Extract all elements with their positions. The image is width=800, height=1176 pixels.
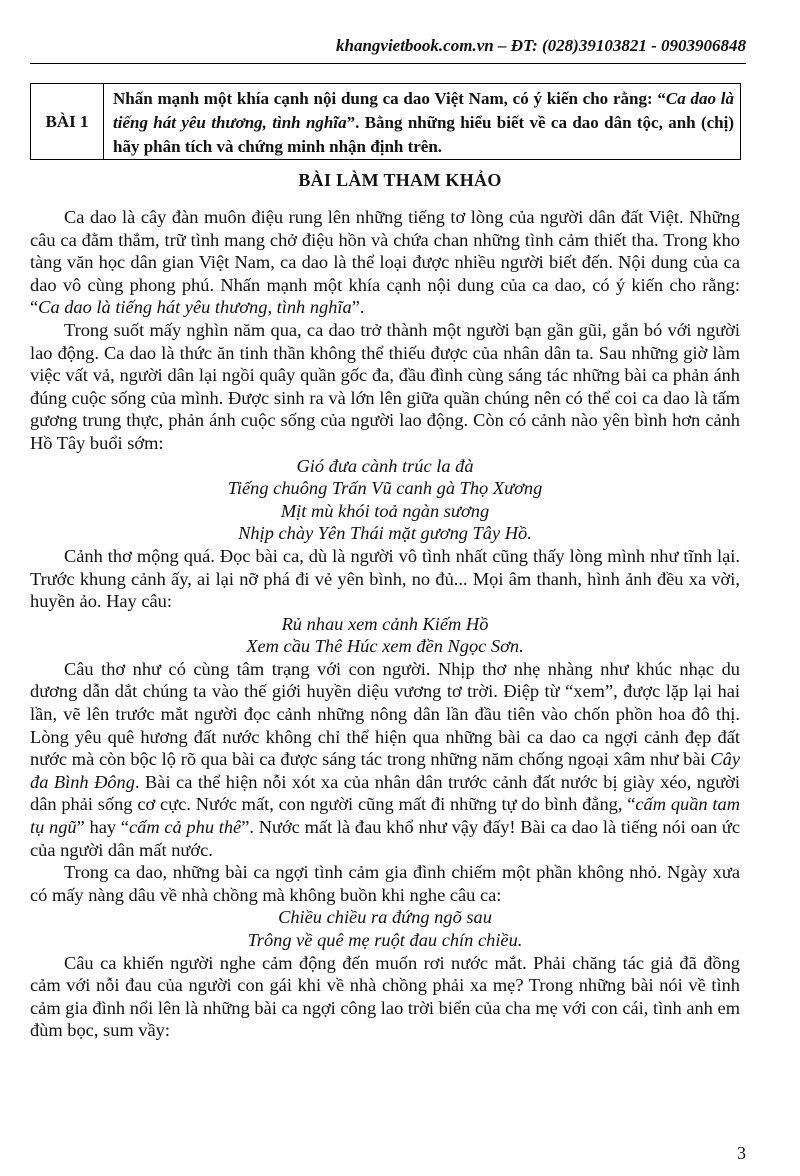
task-text-part1: Nhấn mạnh một khía cạnh nội dung ca dao Việt Nam, có ý kiến cho rằng: “ [113,89,666,108]
paragraph-4 [30,658,740,861]
verse-line: Nhịp chày Yên Thái mặt gương Tây Hồ. [238,523,532,544]
poem-title: Cây đa Bình Đông [30,749,740,792]
page-header: khangvietbook.com.vn – ĐT: (028)39103821 - 0903906848 [335,36,746,55]
essay-body [30,206,740,1042]
verse-line: Gió đưa cành trúc la đà [296,455,474,476]
task-box [30,83,741,160]
verse-line: Xem cầu Thê Húc xem đền Ngọc Sơn. [246,636,524,657]
task-text-part2: ”. Bằng những hiểu biết về ca dao dân tộc, anh (chị) hãy phân tích và chứng minh nhận định trên. [113,113,734,156]
verse-line: Trông về quê mẹ ruột đau chín chiều. [247,930,523,950]
task-label: BÀI 1 [31,84,104,159]
section-title: BÀI LÀM THAM KHẢO [298,170,502,190]
paragraph-4-text-d: ”. Nước mất là đau khổ như vậy đấy! Bài ca dao là tiếng nói oan ức của người dân mất nước. [30,817,741,860]
paragraph-6: Câu ca khiến người nghe cảm động đến muốn rơi nước mắt. Phải chăng tác giả đã đồng cảm với nỗi đau của người con gái khi về nhà chồng phải xa mẹ? Trong những bài nói về tình cảm gia đình nổi lên là những bài ca ngợi công lao trời biển của cha mẹ với con cái, tình anh em đùm bọc, sum vầy: [30,952,740,1041]
header-divider [30,63,746,64]
paragraph-1-text: Ca dao là cây đàn muôn điệu rung lên những tiếng tơ lòng của người dân đất Việt. Những câu ca đằm thắm, trữ tình mang chở điệu hồn và chứa chan những tình cảm thiết tha. Trong kho tàng văn học dân gian Việt Nam, ca dao là thể loại được nhiều người biết đến. Nội dung của ca dao vô cùng phong phú. Nhấn mạnh một khía cạnh nội dung của ca dao, có ý kiến cho rằng: “ [30,207,740,318]
paragraph-3: Cảnh thơ mộng quá. Đọc bài ca, dù là người vô tình nhất cũng thấy lòng mình như tĩnh lại. Trước khung cảnh ấy, ai lại nỡ phá đi vẻ yên bình, no đủ... Mọi âm thanh, hình ảnh đều xa vời, huyền ảo. Hay câu: [30,545,740,612]
paragraph-4-text-b: . Bài ca thể hiện nỗi xót xa của nhân dân trước cảnh đất nước bị giày xéo, người dân phải sống cơ cực. Nước mất, con người cũng mất đi những tự do bình đẳng, “ [30,771,740,815]
task-prompt [104,84,740,159]
paragraph-4-text-c: ” hay “ [76,817,129,838]
paragraph-5: Trong ca dao, những bài ca ngợi tình cảm gia đình chiếm một phần không nhỏ. Ngày xưa có mấy nàng dâu về nhà chồng mà không buồn khi nghe câu ca: [30,862,740,905]
paragraph-4-text-a: Câu thơ như có cùng tâm trạng với con người. Nhịp thơ nhẹ nhàng như khúc nhạc du dương dẫn dắt chúng ta vào thế giới huyền diệu vương tơ trời. Điệp từ “xem”, được lặp lại hai lần, vẽ lên trước mắt người đọc cảnh những nông dân lần đầu tiên vào chốn phồn hoa đô thị. Lòng yêu quê hương đất nước không chỉ thể hiện qua những bài ca dao ca ngợi cảnh đẹp đất nước mà còn bộc lộ rõ qua bài ca được sáng tác trong những năm chống ngoại xâm như bài [30,658,740,770]
page-number: 3 [737,1143,746,1163]
paragraph-1 [30,206,740,319]
paragraph-1-quote: Ca dao là tiếng hát yêu thương, tình nghĩa [38,297,352,318]
verse-line: Rủ nhau xem cảnh Kiếm Hồ [281,613,489,634]
verse-line: Mịt mù khói toả ngàn sương [280,500,490,521]
paragraph-2: Trong suốt mấy nghìn năm qua, ca dao trở thành một người bạn gần gũi, gắn bó với người lao động. Ca dao là thức ăn tinh thần không thể thiếu được của nhân dân ta. Sau những giờ làm việc vất vả, người dân lại ngồi quây quần gốc đa, đầu đình cùng sáng tác những bài ca phản ánh đúng cuộc sống của mình. Được sinh ra và lớn lên giữa quần chúng nên có thể coi ca dao là tấm gương trung thực, phản ánh cuộc sống của người lao động. Còn có cảnh nào yên bình hơn cảnh Hồ Tây buổi sớm: [30,319,740,453]
paragraph-1-end: ”. [351,297,365,318]
paragraph-4-quote-1: cấm quần tam tụ ngũ [30,794,740,838]
paragraph-4-quote-2: cấm cả phu thê [128,817,242,838]
verse-line: Tiếng chuông Trấn Vũ canh gà Thọ Xương [227,478,543,499]
verse-line: Chiều chiều ra đứng ngõ sau [278,907,492,928]
task-quote: Ca dao là tiếng hát yêu thương, tình nghĩa [113,89,734,132]
